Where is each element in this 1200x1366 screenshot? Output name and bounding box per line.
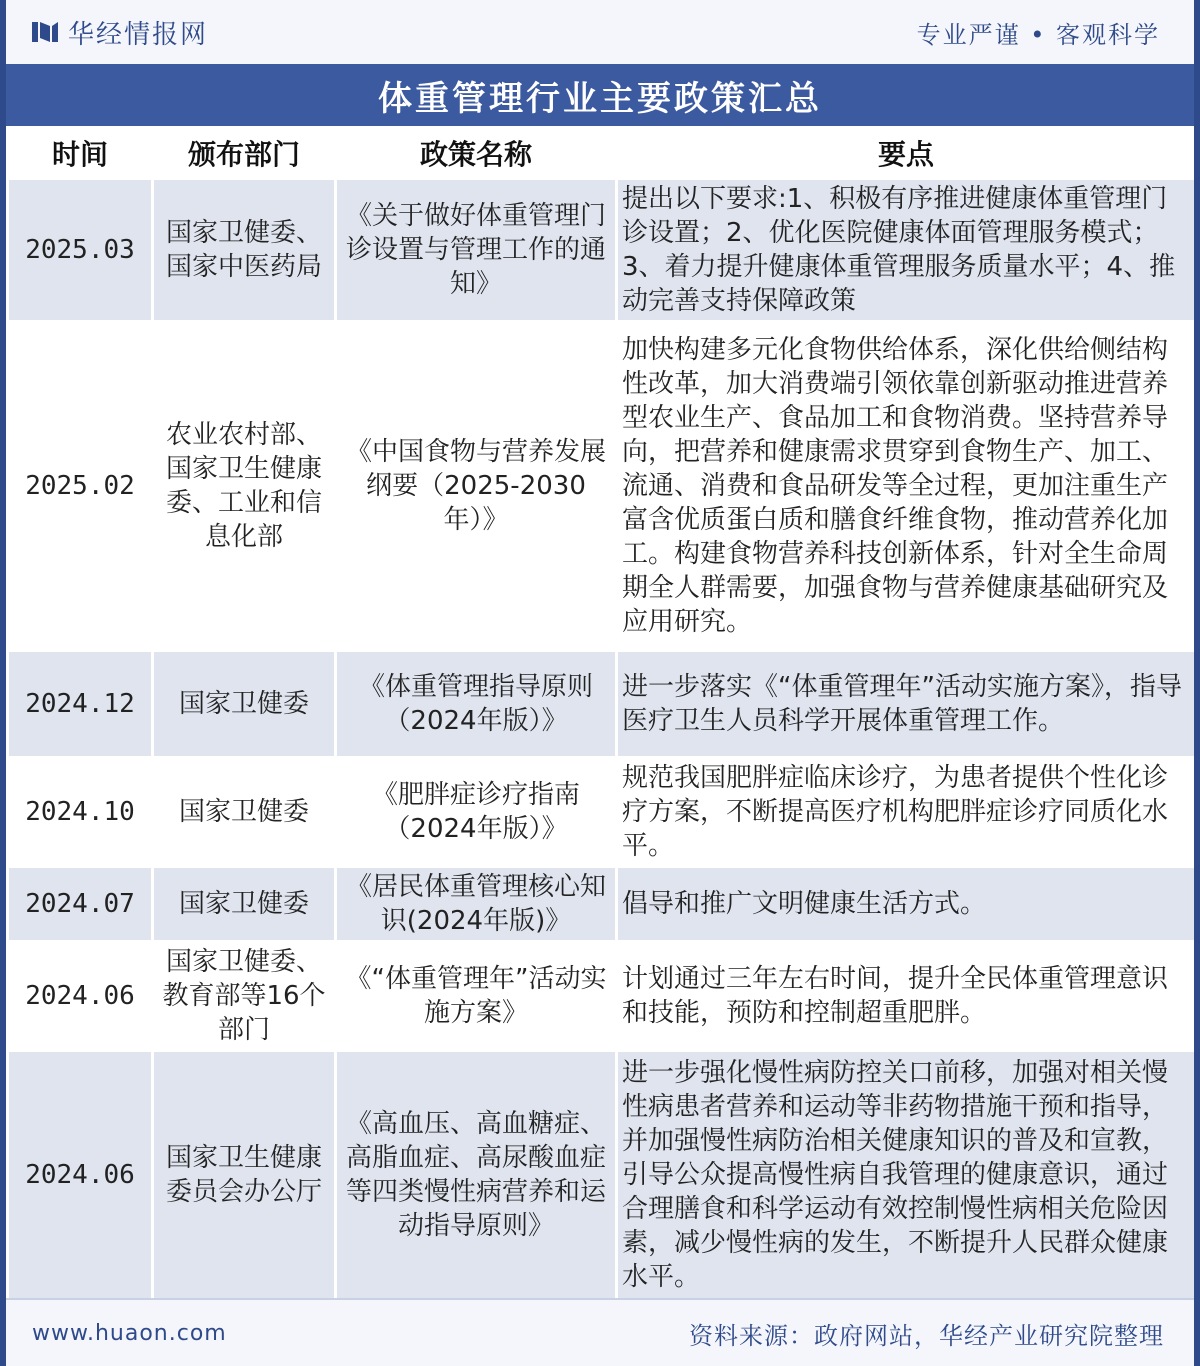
cell-policy-name: 《肥胖症诊疗指南（2024年版）》 [337, 759, 615, 865]
table-row [9, 652, 1194, 756]
site-url: www.huaon.com [32, 1320, 227, 1346]
cell-dept: 国家卫健委、教育部等16个部门 [154, 943, 334, 1049]
table-row [9, 759, 1194, 865]
cell-date: 2024.12 [9, 652, 151, 756]
cell-dept: 农业农村部、国家卫生健康委、工业和信息化部 [154, 323, 334, 649]
table-header-row [9, 129, 1194, 177]
cell-date: 2025.02 [9, 323, 151, 649]
source-note: 资料来源：政府网站，华经产业研究院整理 [689, 1321, 1164, 1350]
cell-key-points: 进一步落实《“体重管理年”活动实施方案》，指导医疗卫生人员科学开展体重管理工作。 [618, 652, 1194, 756]
cell-key-points: 计划通过三年左右时间，提升全民体重管理意识和技能，预防和控制超重肥胖。 [618, 943, 1194, 1049]
cell-policy-name: 《高血压、高血糖症、高脂血症、高尿酸血症等四类慢性病营养和运动指导原则》 [337, 1052, 615, 1298]
table-row [9, 943, 1194, 1049]
page-title: 体重管理行业主要政策汇总 [6, 64, 1194, 126]
cell-date: 2024.10 [9, 759, 151, 865]
cell-date: 2024.06 [9, 1052, 151, 1298]
cell-dept: 国家卫健委、国家中医药局 [154, 180, 334, 320]
brand-name: 华经情报网 [68, 19, 209, 50]
column-header-date: 时间 [9, 129, 151, 177]
cell-key-points: 规范我国肥胖症临床诊疗，为患者提供个性化诊疗方案，不断提高医疗机构肥胖症诊疗同质化水平。 [618, 759, 1194, 865]
cell-date: 2025.03 [9, 180, 151, 320]
cell-policy-name: 《体重管理指导原则（2024年版）》 [337, 652, 615, 756]
cell-policy-name: 《居民体重管理核心知识(2024年版)》 [337, 868, 615, 940]
table-row [9, 323, 1194, 649]
logo-icon [32, 20, 58, 44]
slogan: 专业严谨 • 客观科学 [916, 20, 1160, 49]
cell-policy-name: 《中国食物与营养发展纲要（2025-2030年）》 [337, 323, 615, 649]
table-row [9, 180, 1194, 320]
cell-dept: 国家卫健委 [154, 868, 334, 940]
cell-key-points: 加快构建多元化食物供给体系，深化供给侧结构性改革，加大消费端引领依靠创新驱动推进营养型农业生产、食品加工和食物消费。坚持营养导向，把营养和健康需求贯穿到食物生产、加工、流通、消费和食品研发等全过程，更加注重生产富含优质蛋白质和膳食纤维食物，推动营养化加工。构建食物营养科技创新体系，针对全生命周期全人群需要，加强食物与营养健康基础研究及应用研究。 [618, 323, 1194, 649]
table-row [9, 1052, 1194, 1298]
column-header-key: 要点 [618, 129, 1194, 177]
cell-policy-name: 《“体重管理年”活动实施方案》 [337, 943, 615, 1049]
column-header-dept: 颁布部门 [154, 129, 334, 177]
cell-key-points: 提出以下要求:1、积极有序推进健康体重管理门诊设置；2、优化医院健康体面管理服务模式；3、着力提升健康体重管理服务质量水平；4、推动完善支持保障政策 [618, 180, 1194, 320]
policy-table [6, 126, 1197, 1301]
cell-key-points: 进一步强化慢性病防控关口前移，加强对相关慢性病患者营养和运动等非药物措施干预和指导，并加强慢性病防治相关健康知识的普及和宣教，引导公众提高慢性病自我管理的健康意识，通过合理膳食和科学运动有效控制慢性病相关危险因素，减少慢性病的发生，不断提升人民群众健康水平。 [618, 1052, 1194, 1298]
cell-dept: 国家卫生健康委员会办公厅 [154, 1052, 334, 1298]
column-header-name: 政策名称 [337, 129, 615, 177]
cell-key-points: 倡导和推广文明健康生活方式。 [618, 868, 1194, 940]
brand [32, 14, 208, 51]
cell-dept: 国家卫健委 [154, 759, 334, 865]
cell-date: 2024.07 [9, 868, 151, 940]
footer [6, 1298, 1194, 1366]
cell-date: 2024.06 [9, 943, 151, 1049]
cell-policy-name: 《关于做好体重管理门诊设置与管理工作的通知》 [337, 180, 615, 320]
cell-dept: 国家卫健委 [154, 652, 334, 756]
table-row [9, 868, 1194, 940]
top-bar [6, 0, 1194, 64]
